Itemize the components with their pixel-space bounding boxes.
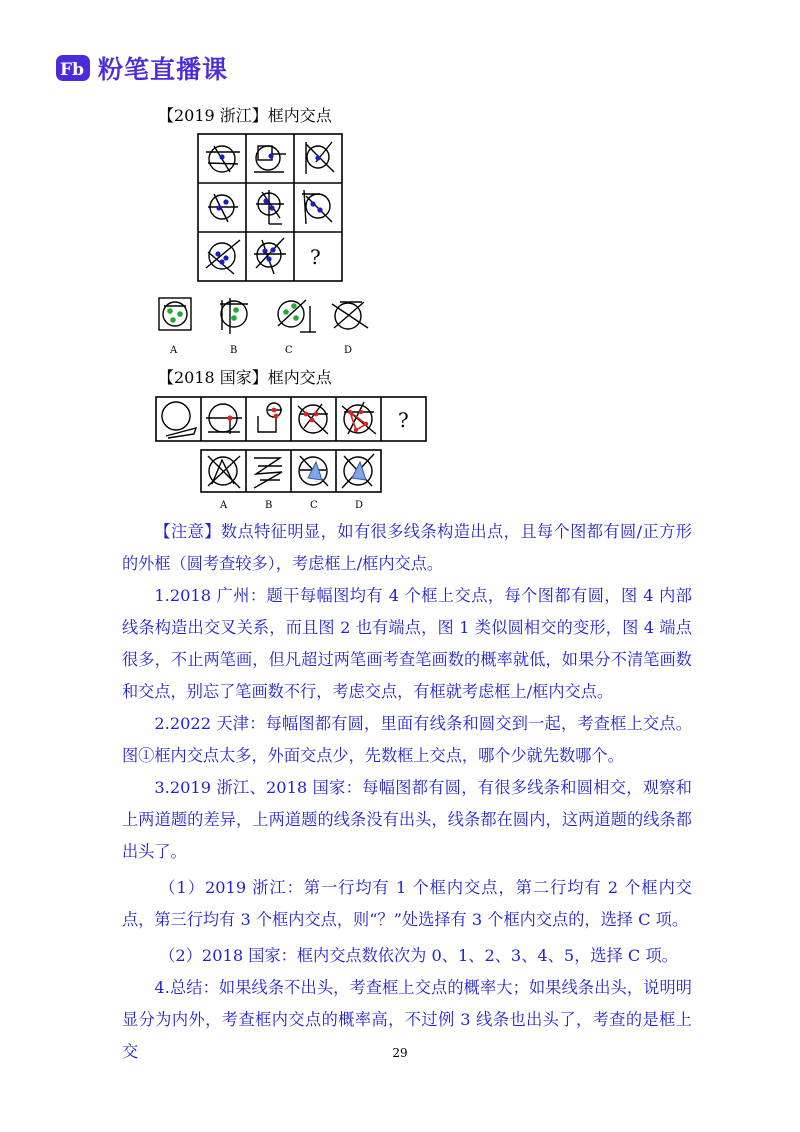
option-figure-a	[159, 298, 191, 330]
fenbi-logo-icon	[56, 53, 90, 83]
sequence-figure-2	[206, 404, 242, 434]
paragraph-3: 3.2019 浙江、2018 国家：每幅图都有圆，有很多线条和圆相交，观察和上两道题的差异，上两道题的线条没有出头，线条都在圆内，这两道题的线条都出头了。	[122, 778, 692, 861]
dot-red	[310, 418, 315, 423]
option-label-a: A	[170, 345, 178, 356]
dot-green	[293, 315, 299, 321]
dot-blue	[269, 205, 274, 210]
dot-red	[359, 410, 363, 414]
dot-blue	[266, 256, 271, 261]
dot-blue	[223, 255, 228, 260]
option-figure-b	[254, 458, 282, 488]
option-label-d: D	[344, 345, 353, 356]
puzzle-2018-guojia	[150, 394, 434, 516]
dot-blue	[215, 251, 220, 256]
grid-cell-r2c1	[208, 194, 238, 222]
sequence-figure-3	[258, 403, 282, 432]
dot-red	[364, 422, 368, 426]
note-paragraph: 【注意】数点特征明显，如有很多线条构造出点，且每个图都有圆/正方形的外框（圆考查较多），考虑框上/框内交点。	[122, 522, 692, 573]
logo-text: 粉笔直播课	[98, 55, 229, 84]
dot-blue	[315, 155, 320, 160]
paragraph-1: 1.2018 广州：题干每幅图均有 4 个框上交点，每个图都有圆，图 4 内部线条构造出交叉关系，而且图 2 也有端点，图 1 类似圆相交的变形，图 4 端点很多，不止两笔画，但凡超过两笔画考查笔画数的概率就低，如果分不清笔画数和交点，别忘了笔画数不行，考虑交点，有框就考虑框上/框内交点。	[122, 586, 692, 701]
grid-cell-r3c2	[254, 238, 286, 274]
sequence-question-mark: ?	[398, 408, 409, 432]
grid-cell-r2c3	[302, 190, 332, 224]
option-label-b: B	[230, 345, 238, 356]
dot-green	[233, 307, 239, 313]
dot-green	[291, 303, 297, 309]
dot-red	[314, 412, 319, 417]
section-title-2018-guojia: 【2018 国家】框内交点	[158, 368, 332, 387]
section-title-2019-zhejiang: 【2019 浙江】框内交点	[158, 106, 332, 125]
option-label-a: A	[220, 500, 228, 511]
sequence-boxes	[156, 397, 426, 441]
dot-blue	[268, 153, 273, 158]
puzzle-2019-zhejiang	[150, 128, 372, 360]
dot-red	[304, 412, 309, 417]
header-logo	[56, 50, 228, 86]
dot-blue	[262, 248, 267, 253]
grid-cell-r3c1	[206, 240, 240, 274]
dot-blue	[219, 154, 224, 159]
dot-red	[227, 415, 232, 420]
grid-question-mark: ?	[310, 245, 321, 269]
option-label-b: B	[265, 500, 273, 511]
dot-blue	[216, 205, 221, 210]
option-label-c: C	[310, 500, 318, 511]
option-figure-d	[332, 302, 368, 329]
dot-red	[354, 428, 358, 432]
option-c-filled-triangle	[308, 462, 322, 480]
dot-red	[272, 408, 277, 413]
dot-green	[177, 311, 183, 317]
paragraph-4: 4.总结：如果线条不出头，考查框上交点的概率大；如果线条出头，说明明显分为内外，考查框内交点的概率高，不过例 3 线条也出头了，考查的是框上交	[122, 978, 692, 1061]
dot-blue	[270, 247, 275, 252]
dot-green	[231, 315, 237, 321]
dot-blue	[263, 198, 268, 203]
option-figure-a	[208, 456, 240, 488]
explanation-body	[122, 516, 692, 1068]
dot-blue	[223, 199, 228, 204]
paragraph-3-2: （2）2018 国家：框内交点数依次为 0、1、2、3、4、5，选择 C 项。	[159, 946, 678, 965]
grid-cell-r2c1-top	[254, 146, 286, 172]
svg-text:Fb: Fb	[60, 60, 84, 80]
page-number: 29	[392, 1046, 408, 1060]
dot-blue	[317, 207, 322, 212]
paragraph-2: 2.2022 天津：每幅图都有圆，里面有线条和圆交到一起，考查框上交点。图①框内交点太多，外面交点少，先数框上交点，哪个少就先数哪个。	[122, 714, 692, 765]
dot-green	[167, 308, 173, 314]
dot-green	[283, 309, 289, 315]
option-label-d: D	[355, 500, 364, 511]
dot-green	[170, 317, 176, 323]
paragraph-3-1: （1）2019 浙江：第一行均有 1 个框内交点，第二行均有 2 个框内交点，第三行均有 3 个框内交点，则“？”处选择有 3 个框内交点的，选择 C 项。	[122, 878, 692, 929]
sequence-figure-1	[162, 402, 196, 438]
dot-blue	[310, 201, 315, 206]
dot-red	[348, 410, 352, 414]
dot-red	[274, 414, 279, 419]
option-label-c: C	[285, 345, 293, 356]
dot-blue	[219, 259, 224, 264]
